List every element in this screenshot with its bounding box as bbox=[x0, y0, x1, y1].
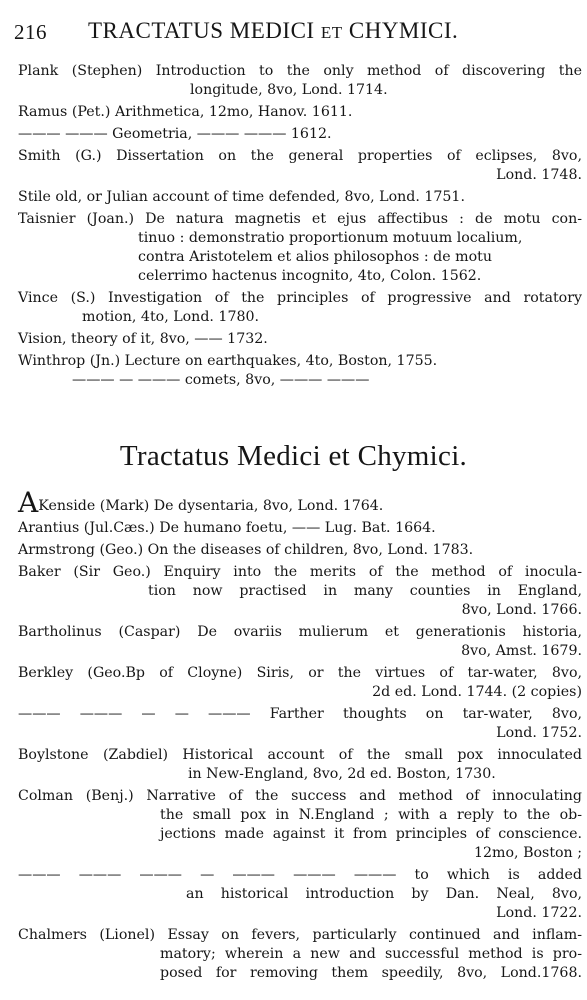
entry-line: Smith (G.) Dissertation on the general properties of eclipses, 8vo, bbox=[18, 148, 582, 164]
running-head bbox=[14, 18, 574, 52]
running-title-part1: TRACTATUS MEDICI bbox=[88, 18, 315, 43]
entry-line: celerrimo hactenus incognito, 4to, Colon. 1562. bbox=[138, 268, 482, 284]
entries-block-2 bbox=[18, 486, 582, 986]
entry-stile-old bbox=[18, 188, 582, 207]
page-number: 216 bbox=[14, 20, 47, 44]
entry-line: Armstrong (Geo.) On the diseases of children, 8vo, Lond. 1783. bbox=[18, 542, 474, 558]
entry-line: tion now practised in many counties in England, bbox=[148, 583, 582, 599]
entry-line: Bartholinus (Caspar) De ovariis mulierum et generationis historia, bbox=[18, 624, 582, 640]
entry-bartholinus bbox=[18, 623, 582, 661]
entry-boylstone bbox=[18, 746, 582, 784]
entry-line: in New-England, 8vo, 2d ed. Boston, 1730. bbox=[188, 766, 496, 782]
entry-line: 12mo, Boston ; bbox=[474, 845, 582, 861]
entry-line: Berkley (Geo.Bp of Cloyne) Siris, or the virtues of tar-water, 8vo, bbox=[18, 665, 582, 681]
entry-line: longitude, 8vo, Lond. 1714. bbox=[190, 82, 388, 98]
running-title bbox=[88, 18, 458, 44]
entry-ramus bbox=[18, 103, 582, 122]
entry-smith bbox=[18, 147, 582, 185]
entry-line: Lond. 1722. bbox=[496, 905, 582, 921]
entry-ramus-geometria bbox=[18, 125, 582, 144]
section-heading: Tractatus Medici et Chymici. bbox=[119, 440, 468, 472]
entry-line: 8vo, Amst. 1679. bbox=[461, 643, 582, 659]
entry-line: Ramus (Pet.) Arithmetica, 12mo, Hanov. 1611. bbox=[18, 104, 353, 120]
entry-line: Winthrop (Jn.) Lecture on earthquakes, 4to, Boston, 1755. bbox=[18, 353, 438, 369]
entry-line: ——— — ——— comets, 8vo, ——— ——— bbox=[72, 372, 370, 388]
entry-line: Plank (Stephen) Introduction to the only method of discovering the bbox=[18, 63, 582, 79]
entry-line: Stile old, or Julian account of time defended, 8vo, Lond. 1751. bbox=[18, 189, 465, 205]
entry-line: ——— ——— — — ——— Farther thoughts on tar-water, 8vo, bbox=[18, 706, 582, 722]
entry-line: Vince (S.) Investigation of the principles of progressive and rotatory bbox=[18, 290, 582, 306]
entry-line: Chalmers (Lionel) Essay on fevers, particularly continued and inflam- bbox=[18, 927, 582, 943]
entry-taisnier bbox=[18, 210, 582, 286]
entry-line: an historical introduction by Dan. Neal, 8vo, bbox=[186, 886, 582, 902]
entries-block-1 bbox=[18, 62, 582, 393]
running-title-et: ET bbox=[320, 23, 343, 42]
entry-line: Vision, theory of it, 8vo, —— 1732. bbox=[18, 331, 268, 347]
entry-line: the small pox in N.England ; with a reply to the ob- bbox=[160, 807, 582, 823]
entry-line: Baker (Sir Geo.) Enquiry into the merits of the method of inocula- bbox=[18, 564, 582, 580]
entry-line: motion, 4to, Lond. 1780. bbox=[82, 309, 260, 325]
entry-line: jections made against it from principles of conscience. bbox=[160, 826, 582, 842]
entry-berkley bbox=[18, 664, 582, 702]
entry-line: Arantius (Jul.Cæs.) De humano foetu, —— Lug. Bat. 1664. bbox=[18, 520, 436, 536]
entry-vince bbox=[18, 289, 582, 327]
entry-line: ——— ——— Geometria, ——— ——— 1612. bbox=[18, 126, 332, 142]
entry-line: 8vo, Lond. 1766. bbox=[461, 602, 582, 618]
entry-line: Taisnier (Joan.) De natura magnetis et ejus affectibus : de motu con- bbox=[18, 211, 582, 227]
entry-line: Lond. 1748. bbox=[496, 167, 582, 183]
entry-line: posed for removing them speedily, 8vo, Lond.1768. bbox=[160, 965, 582, 981]
entry-arantius bbox=[18, 519, 582, 538]
entry-akenside bbox=[18, 486, 582, 519]
running-title-part2: CHYMICI. bbox=[348, 18, 459, 43]
entry-line: tinuo : demonstratio proportionum motuum localium, bbox=[138, 230, 523, 246]
entry-line: Colman (Benj.) Narrative of the success and method of innoculating bbox=[18, 788, 582, 804]
entry-berkley-farther bbox=[18, 705, 582, 743]
entry-line: matory; wherein a new and successful method is pro- bbox=[160, 946, 582, 962]
entry-chalmers bbox=[18, 926, 582, 983]
drop-cap: A bbox=[18, 486, 39, 519]
entry-armstrong bbox=[18, 541, 582, 560]
entry-line: Lond. 1752. bbox=[496, 725, 582, 741]
entry-line: Boylstone (Zabdiel) Historical account of the small pox innoculated bbox=[18, 747, 582, 763]
entry-colman bbox=[18, 787, 582, 863]
entry-line: 2d ed. Lond. 1744. (2 copies) bbox=[372, 684, 582, 700]
entry-line: contra Aristotelem et alios philosophos : de motu bbox=[138, 249, 492, 265]
entry-line bbox=[18, 486, 582, 519]
entry-line: ——— ——— ——— — ——— ——— ——— to which is added bbox=[18, 867, 582, 883]
entry-text: Kenside (Mark) De dysentaria, 8vo, Lond. 1764. bbox=[38, 498, 384, 514]
entry-vision bbox=[18, 330, 582, 349]
entry-winthrop bbox=[18, 352, 582, 390]
entry-plank bbox=[18, 62, 582, 100]
entry-colman-neal bbox=[18, 866, 582, 923]
entry-baker bbox=[18, 563, 582, 620]
